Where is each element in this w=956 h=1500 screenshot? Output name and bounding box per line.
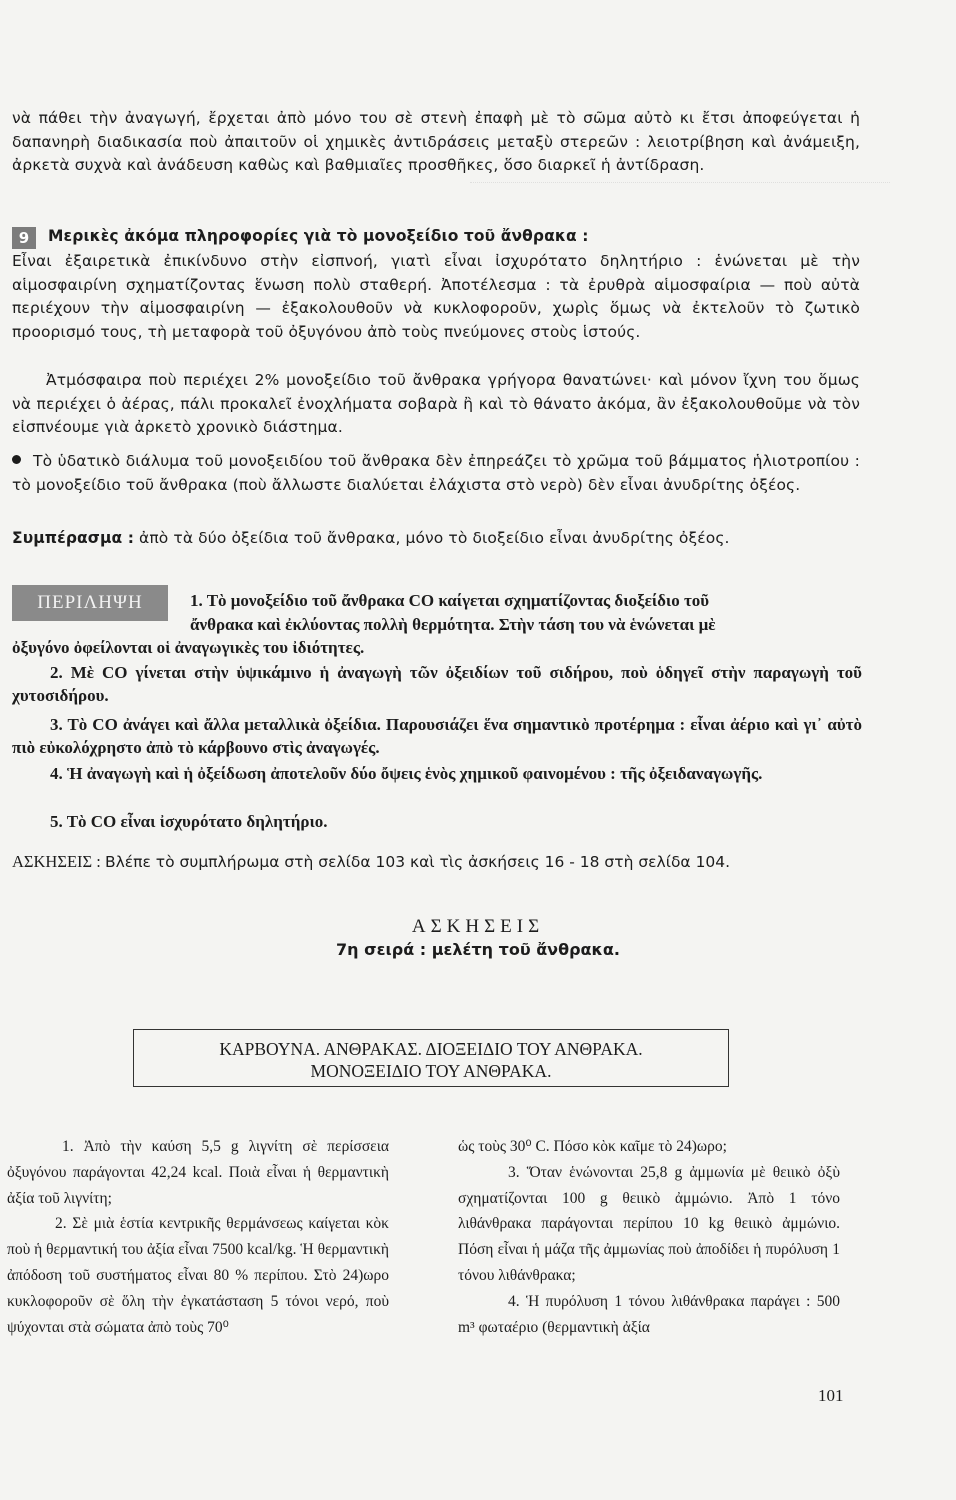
topic-box-line-2: ΜΟΝΟΞΕΙΔΙΟ ΤΟΥ ΑΝΘΡΑΚΑ. [310, 1061, 552, 1081]
section-9-heading-block [12, 225, 860, 249]
topic-box [133, 1029, 729, 1087]
exercises-series: 7η σειρά : μελέτη τοῦ ἄνθρακα. [336, 940, 620, 959]
exercise-4: 4. Ἡ πυρόλυση 1 τόνου λιθάνθρακα παράγει : 500 m³ φωταέριο (θερμαντικὴ ἀξία [458, 1292, 840, 1336]
section-9-paragraph-2: Ἀτμόσφαιρα ποὺ περιέχει 2% μονοξείδιο τοῦ ἄνθρακα γρήγορα θανατώνει· καὶ μόνον ἴχνη του ὅμως νὰ περιέχει ὁ ἀέρας, πάλι προκαλεῖ ἐνοχλήματα σοβαρὰ ἢ καὶ τὸ θάνατο ἀκόμα, ἂν ἐξακολουθοῦμε νὰ τὸν εἰσπνέουμε γιὰ ἀρκετὸ χρονικὸ διάστημα. [12, 371, 860, 437]
section-number-badge: 9 [12, 227, 36, 249]
summary-item-3: 3. Τὸ CO ἀνάγει καὶ ἄλλα μεταλλικὰ ὀξείδια. Παρουσιάζει ἕνα σημαντικὸ προτέρημα : εἶναι ἀέριο καὶ γι᾿ αὐτὸ πιὸ εὐκολόχρηστο ἀπὸ τὸ κάρβουνο στὶς ἀναγωγές. [12, 715, 862, 758]
summary-tag: ΠΕΡΙΛΗΨΗ [12, 585, 168, 621]
page-number: 101 [818, 1386, 844, 1405]
summary-item-4: 4. Ἡ ἀναγωγὴ καὶ ἡ ὀξείδωση ἀποτελοῦν δύο ὄψεις ἑνὸς χημικοῦ φαινομένου : τῆς ὀξειδαναγωγῆς. [50, 764, 763, 783]
exercises-reference-label: ΑΣΚΗΣΕΙΣ : [12, 852, 101, 871]
summary-item-1-line-1: 1. Τὸ μονοξείδιο τοῦ ἄνθρακα CO καίγεται σχηματίζοντας διοξείδιο τοῦ [190, 591, 710, 610]
exercise-2-continued: ὡς τοὺς 30⁰ C. Πόσο κὸκ καῖμε τὸ 24)ωρο; [458, 1138, 727, 1155]
conclusion [12, 527, 860, 551]
conclusion-label: Συμπέρασμα : [12, 529, 135, 547]
section-9-paragraph-3 [12, 450, 860, 497]
summary-item-1-line-2: ἄνθρακα καὶ ἐκλύοντας πολλὴ θερμότητα. Στὴν τάση του νὰ ἑνώνεται μὲ [190, 615, 716, 634]
exercises-reference [12, 851, 872, 873]
topic-box-line-1: ΚΑΡΒΟΥΝΑ. ΑΝΘΡΑΚΑΣ. ΔΙΟΞΕΙΔΙΟ ΤΟΥ ΑΝΘΡΑΚΑ. [219, 1039, 643, 1059]
section-9-heading: Μερικὲς ἀκόμα πληροφορίες γιὰ τὸ μονοξείδιο τοῦ ἄνθρακα : [48, 227, 589, 245]
exercise-1: 1. Ἀπὸ τὴν καύση 5,5 g λιγνίτη σὲ περίσσεια ὀξυγόνου παράγονται 42,24 kcal. Ποιὰ εἶναι ἡ θερμαντικὴ ἀξία τοῦ λιγνίτη; [7, 1138, 389, 1207]
summary-item-5: 5. Τὸ CO εἶναι ἰσχυρότατο δηλητήριο. [50, 812, 328, 831]
exercise-3: 3. Ὅταν ἑνώνονται 25,8 g ἀμμωνία μὲ θειικὸ ὀξὺ σχηματίζονται 100 g θειικὸ ἀμμώνιο. Ἀπὸ 1 τόνο λιθάνθρακα παράγονται περίπου 10 kg θειικὸ ἀμμώνιο. Πόση εἶναι ἡ μάζα τῆς ἀμμωνίας ποὺ ἀποδίδει ἡ πυρόλυση 1 τόνου λιθάνθρακα; [458, 1163, 840, 1284]
summary-item-1-line-3: ὀξυγόνο ὀφείλονται οἱ ἀναγωγικὲς του ἰδιότητες. [12, 638, 365, 657]
section-9-paragraph-1: Εἶναι ἐξαιρετικὰ ἐπικίνδυνο στὴν εἰσπνοή, γιατὶ εἶναι ἰσχυρότατο δηλητήριο : ἑνώνεται μὲ τὴν αἱμοσφαιρίνη σχηματίζοντας ἕνωση πολὺ σταθερή. Ἀποτέλεσμα : τὰ ἐρυθρὰ αἱμοσφαίρια — ποὺ αὐτὰ περιέχουν τὴν αἱμοσφαιρίνη — ἐξακολουθοῦν νὰ κυκλοφοροῦν, χωρὶς ὅμως νὰ ἐκτελοῦν τὸ ζωτικὸ προορισμό τους, τὴ μεταφορὰ τοῦ ὀξυγόνου ἀπὸ τοὺς πνεύμονες στοὺς ἱστούς. [12, 252, 860, 341]
intro-paragraph: νὰ πάθει τὴν ἀναγωγή, ἔρχεται ἀπὸ μόνο του σὲ στενὴ ἐπαφὴ μὲ τὸ σῶμα αὐτὸ κι ἔτσι ἀποφεύγεται ἡ δαπανηρὴ διαδικασία ποὺ ἀπαιτοῦν οἱ χημικὲς ἀντιδράσεις μεταξὺ στερεῶν : λειοτρίβηση καὶ ἀνάμειξη, ἀρκετὰ συχνὰ καὶ ἀνάδευση καθὼς καὶ βαθμιαῖες προσθῆκες, ὅσο διαρκεῖ ἡ ἀντίδραση. [12, 109, 860, 175]
conclusion-text: ἀπὸ τὰ δύο ὀξείδια τοῦ ἄνθρακα, μόνο τὸ διοξείδιο εἶναι ἀνυδρίτης ὀξέος. [139, 529, 730, 547]
bullet-icon [12, 455, 21, 464]
summary-item-2: 2. Μὲ CO γίνεται στὴν ὑψικάμινο ἡ ἀναγωγὴ τῶν ὀξειδίων τοῦ σιδήρου, ποὺ ὁδηγεῖ στὴν παραγωγὴ τοῦ χυτοσιδήρου. [12, 663, 862, 706]
exercises-reference-text: Βλέπε τὸ συμπλήρωμα στὴ σελίδα 103 καὶ τὶς ἀσκήσεις 16 - 18 στὴ σελίδα 104. [104, 853, 731, 871]
exercise-2: 2. Σὲ μιὰ ἑστία κεντρικῆς θερμάνσεως καίγεται κὸκ ποὺ ἡ θερμαντική του ἀξία εἶναι 7500 kcal/kg. Ἡ θερμαντικὴ ἀπόδοση τοῦ συστήματος εἶναι 80 % περίπου. Στὸ 24)ωρο κυκλοφοροῦν σὲ ὅλη τὴν ἐγκατάσταση 5 τόνοι νερό, ποὺ ψύχονται στὰ σώματα ἀπὸ τοὺς 70⁰ [7, 1215, 389, 1336]
section-9-paragraph-3-text: Τὸ ὑδατικὸ διάλυμα τοῦ μονοξειδίου τοῦ ἄνθρακα δὲν ἐπηρεάζει τὸ χρῶμα τοῦ βάμματος ἡλιοτροπίου : τὸ μονοξείδιο τοῦ ἄνθρακα (ποὺ ἄλλωστε διαλύεται ἐλάχιστα στὸ νερὸ) δὲν εἶναι ἀνυδρίτης ὀξέος. [12, 452, 860, 494]
left-column [7, 1134, 389, 1340]
right-column [458, 1134, 840, 1340]
exercises-title: ΑΣΚΗΣΕΙΣ [411, 916, 545, 937]
